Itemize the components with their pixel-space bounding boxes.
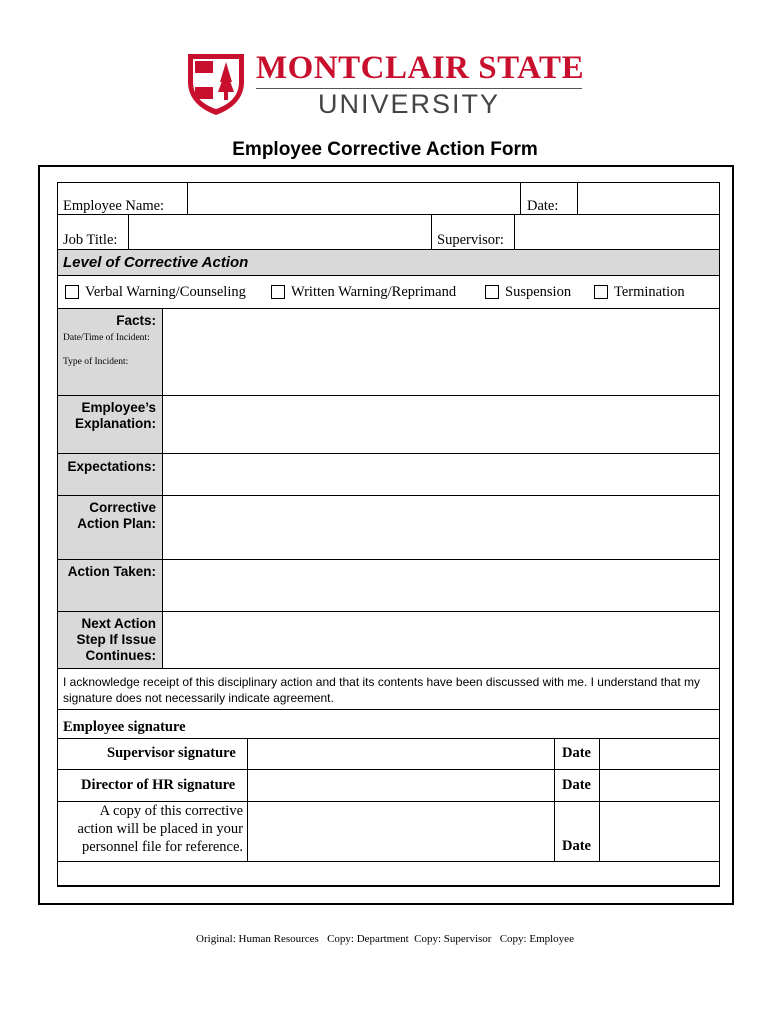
level-heading: Level of Corrective Action (63, 254, 249, 271)
copy-note-text: A copy of this corrective action will be placed in your personnel file for reference. (77, 803, 243, 855)
university-shield-logo (186, 52, 246, 116)
grid-line (128, 214, 129, 249)
director-hr-date-field[interactable] (601, 771, 718, 800)
supervisor-signature-field[interactable] (249, 740, 553, 768)
employee-name-label: Employee Name: (63, 198, 165, 214)
university-name-line2: UNIVERSITY (318, 89, 501, 119)
job-title-field[interactable] (130, 216, 429, 248)
written-warning-checkbox[interactable] (271, 285, 285, 299)
director-hr-date-label: Date (562, 777, 591, 793)
suspension-label: Suspension (505, 284, 572, 300)
grid-line (57, 275, 720, 276)
corrective-action-plan-label: Corrective Action Plan: (77, 500, 156, 531)
grid-line (719, 182, 720, 886)
grid-line (57, 495, 720, 496)
grid-line (57, 769, 720, 770)
facts-label: Facts: (116, 313, 156, 328)
grid-line (57, 559, 720, 560)
form-title: Employee Corrective Action Form (232, 139, 538, 160)
grid-line (57, 738, 720, 739)
grid-line (247, 738, 248, 861)
termination-checkbox[interactable] (594, 285, 608, 299)
corrective-action-plan-field[interactable] (164, 497, 718, 558)
employee-name-field[interactable] (189, 184, 518, 213)
copy-date-label: Date (562, 838, 591, 854)
grid-line (57, 668, 720, 669)
next-action-label: Next Action Step If Issue Continues: (76, 616, 156, 663)
facts-field[interactable] (164, 310, 718, 394)
grid-line (514, 214, 515, 249)
grid-line (57, 611, 720, 612)
acknowledgement-text: I acknowledge receipt of this disciplinary action and that its contents have been discussed with me. I understand that my signature does not necessarily indicate agreement. (63, 675, 701, 705)
employee-explanation-field[interactable] (164, 397, 718, 452)
expectations-field[interactable] (164, 455, 718, 494)
supervisor-field[interactable] (516, 216, 718, 248)
university-name-line1: MONTCLAIR STATE (256, 50, 585, 86)
grid-line (57, 861, 720, 862)
date-label: Date: (527, 198, 559, 214)
date-field[interactable] (579, 184, 717, 213)
grid-line (520, 182, 521, 214)
grid-line (187, 182, 188, 214)
copy-date-field[interactable] (601, 803, 718, 860)
expectations-label: Expectations: (67, 459, 156, 474)
job-title-label: Job Title: (63, 232, 118, 248)
grid-line (431, 214, 432, 249)
supervisor-date-label: Date (562, 745, 591, 761)
grid-line (57, 182, 720, 183)
termination-label: Termination (614, 284, 685, 300)
suspension-checkbox[interactable] (485, 285, 499, 299)
action-taken-label: Action Taken: (67, 564, 156, 579)
supervisor-date-field[interactable] (601, 740, 718, 768)
date-time-incident-label: Date/Time of Incident: (63, 333, 150, 343)
distribution-footer: Original: Human Resources Copy: Department Copy: Supervisor Copy: Employee (196, 933, 574, 945)
grid-line (599, 738, 600, 861)
written-warning-label: Written Warning/Reprimand (291, 284, 457, 300)
grid-line (57, 395, 720, 396)
director-hr-signature-label: Director of HR signature (81, 777, 236, 793)
grid-line (162, 308, 163, 668)
next-action-field[interactable] (164, 613, 718, 667)
type-incident-label: Type of Incident: (63, 357, 129, 367)
action-taken-field[interactable] (164, 561, 718, 610)
grid-line (57, 182, 58, 886)
employee-acknowledgement-signature-field[interactable] (249, 803, 553, 860)
grid-line (57, 885, 720, 887)
grid-line (57, 308, 720, 309)
supervisor-signature-label: Supervisor signature (107, 745, 236, 761)
grid-line (57, 249, 720, 250)
verbal-warning-label: Verbal Warning/Counseling (85, 284, 246, 300)
grid-line (554, 738, 555, 861)
employee-signature-label: Employee signature (63, 719, 186, 735)
supervisor-label: Supervisor: (437, 232, 504, 248)
grid-line (57, 453, 720, 454)
grid-line (57, 709, 720, 710)
director-hr-signature-field[interactable] (249, 771, 553, 800)
verbal-warning-checkbox[interactable] (65, 285, 79, 299)
grid-line (577, 182, 578, 214)
employee-signature-field[interactable] (200, 711, 718, 737)
employee-explanation-label: Employee’s Explanation: (74, 400, 156, 431)
